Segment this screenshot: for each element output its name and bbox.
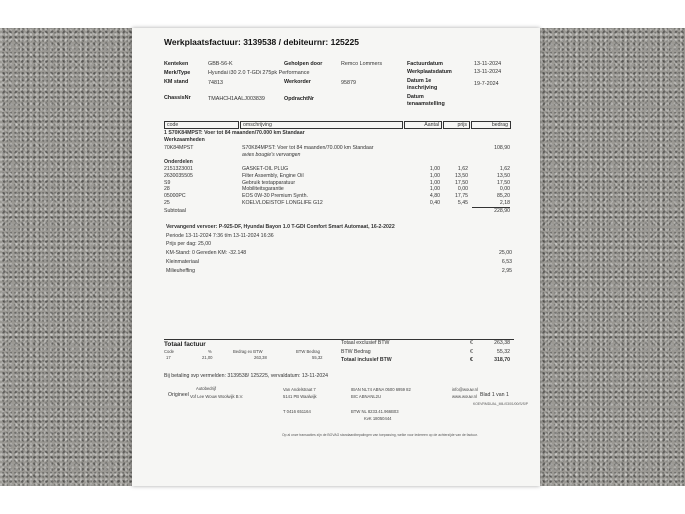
kenteken-label: Kenteken <box>164 61 189 67</box>
part-desc: Gebruik testapparatuur <box>242 179 296 186</box>
werkplaatsdatum-value: 13-11-2024 <box>474 69 502 75</box>
factuurdatum-label: Factuurdatum <box>407 61 443 67</box>
kenteken-value: GBB-56-K <box>208 61 233 67</box>
part-price: 1,62 <box>457 166 468 172</box>
total-label: BTW Bedrag <box>341 348 371 355</box>
inschrijving-label-2: inschrijving <box>407 85 438 91</box>
werkorder-value: 95879 <box>341 80 356 86</box>
vervoer-periode: Periode 13-11-2024 7:36 t/m 13-11-2024 16:36 <box>166 233 274 239</box>
btw-row-bedrag: 263,38 <box>254 355 267 360</box>
btw-row-code: 17 <box>166 355 171 360</box>
footer-bic: BIC ABNANL2U <box>351 394 382 399</box>
part-price: 5,45 <box>457 200 468 206</box>
part-desc: Mobiliteitsgarantie <box>242 186 284 193</box>
geholpen-value: Remco Lommers <box>341 61 383 67</box>
total-cur: € <box>470 340 473 346</box>
opdracht-label: OpdrachtNr <box>284 96 314 102</box>
kleinmateriaal-label: Kleinmateriaal <box>166 259 199 265</box>
btw-col-btw: BTW Bedrag <box>296 349 320 354</box>
footer-small-ref: KOEVRMDUAL_MIL/03/01/00/S/S/P <box>473 402 529 406</box>
footer-disclaimer: Op al onze transacties zijn de BOVAG standaardbepalingen van toepassing, welke voor iedereen op de achterzijde van de factuur. <box>282 433 478 437</box>
footer-btw: BTW NL 8233.41.966B03 <box>351 409 399 414</box>
footer-adres2: 5141 PB Waalwijk <box>283 394 317 399</box>
kleinmateriaal-value: 6,53 <box>501 259 512 265</box>
col-code-box: code <box>164 121 239 129</box>
part-amount: 2,18 <box>499 200 510 206</box>
part-qty: 4,80 <box>429 193 440 200</box>
part-amount: 0,00 <box>499 186 510 193</box>
werk-bedrag: 108,90 <box>494 145 510 151</box>
milieuheffing-label: Milieuheffing <box>166 268 196 274</box>
werk-note: avies bougie's vervangen <box>242 152 301 158</box>
col-aantal-box: Aantal <box>404 121 442 129</box>
subtotal-label: Subtotaal <box>164 208 186 214</box>
milieuheffing-value: 2,95 <box>501 268 512 274</box>
part-desc: Filter Assembly, Engine Oil <box>242 172 304 179</box>
km-label: KM stand <box>164 79 189 85</box>
part-amount: 1,62 <box>499 166 510 172</box>
col-omschrijving-box: omschrijving <box>240 121 403 129</box>
factuurdatum-value: 13-11-2024 <box>474 61 502 67</box>
col-prijs-box: prijs <box>443 121 470 129</box>
invoice-paper <box>132 28 540 486</box>
werkplaatsdatum-label: Werkplaatsdatum <box>407 69 452 75</box>
total-label: Totaal exclusief BTW <box>341 340 390 346</box>
part-code: 28 <box>164 186 170 193</box>
btw-row-pct: 21,00 <box>202 355 213 360</box>
part-code: S9 <box>164 179 171 186</box>
merk-label: Merk/Type <box>164 70 191 76</box>
merk-value: Hyundai i30 2.0 T-GDi 275pk Performance <box>208 70 310 76</box>
btw-col-bedrag: Bedrag ex BTW <box>233 349 263 354</box>
total-value: 318,70 <box>494 357 510 363</box>
part-code: 2151323001 <box>164 166 193 172</box>
job-title: 1 S70K84MPST: Voer tot 84 maanden/70.000 km Standaar <box>164 130 305 136</box>
part-desc: KOELVLOEISTOF LONGLIFE G12 <box>242 200 323 206</box>
totals-rule <box>164 339 514 340</box>
btw-col-pct: % <box>208 349 212 354</box>
part-amount: 13,50 <box>497 172 510 179</box>
total-cur: € <box>470 348 473 355</box>
part-qty: 0,40 <box>429 200 440 206</box>
footer-bedrijf2: Vof Lee Wouw Woolwijk B.V. <box>190 394 244 399</box>
totaal-label: Totaal factuur <box>164 341 206 348</box>
footer-email: info@wouw.nl <box>452 387 478 392</box>
part-code: 25 <box>164 200 170 206</box>
footer-bedrijf1: Autobedrijf <box>196 386 217 391</box>
chassis-label: ChassisNr <box>164 95 191 101</box>
part-price: 17,50 <box>455 179 468 186</box>
part-desc: GASKET-OIL PLUG <box>242 166 289 172</box>
part-amount: 17,50 <box>497 179 510 186</box>
vervoer-bedrag: 25,00 <box>499 250 512 256</box>
total-value: 55,32 <box>497 348 510 355</box>
part-code: 2630035505 <box>164 172 193 179</box>
werkorder-label: Werkorder <box>284 79 311 85</box>
part-code: 05000PC <box>164 193 186 200</box>
footer-tel: T 0416 651164 <box>283 409 311 414</box>
km-value: 74813 <box>208 80 223 86</box>
btw-col-code: Code <box>164 349 175 354</box>
invoice-title: Werkplaatsfactuur: 3139538 / debiteurnr: 125225 <box>164 37 359 47</box>
part-qty: 1,00 <box>429 172 440 179</box>
total-value: 263,38 <box>494 340 510 346</box>
total-label: Totaal inclusief BTW <box>341 357 392 363</box>
chassis-value: TMAHCH1AALJ003839 <box>208 96 265 102</box>
footer-web: www.wouw.nl <box>452 394 477 399</box>
tenaam-label-2: tenaamstelling <box>407 101 445 107</box>
vervoer-title: Vervangend vervoer: P-925-DF, Hyundai Bayon 1.0 T-GDI Comfort Smart Automaat, 16-2-2022 <box>166 224 395 230</box>
footer-kvk: KvK 18050444 <box>364 416 392 421</box>
werk-desc: S70K84MPST: Voer tot 84 maanden/70.000 km Standaar <box>242 145 374 151</box>
inschrijving-value: 19-7-2024 <box>474 81 499 87</box>
werkzaamheden-label: Werkzaamheden <box>164 137 205 143</box>
geholpen-label: Geholpen door <box>284 61 323 67</box>
inschrijving-label-1: Datum 1e <box>407 78 432 84</box>
vervoer-prijs: Prijs per dag: 25,00 <box>166 241 211 247</box>
part-qty: 1,00 <box>429 179 440 186</box>
total-cur: € <box>470 357 473 363</box>
part-amount: 85,20 <box>497 193 510 200</box>
onderdelen-label: Onderdelen <box>164 159 193 165</box>
part-qty: 1,00 <box>429 186 440 193</box>
btw-row-btw: 55,32 <box>312 355 323 360</box>
part-qty: 1,00 <box>429 166 440 172</box>
werk-code: 70K84MPST <box>164 145 194 151</box>
footer-origineel: Origineel <box>168 392 189 398</box>
footer-iban: IBAN NL74 ABNA 0500 6959 82 <box>351 387 411 392</box>
footer-blad: Blad 1 van 1 <box>480 392 509 398</box>
vervoer-km: KM-Stand: 0 Gereden KM: -32.148 <box>166 250 247 256</box>
col-bedrag-box: bedrag <box>471 121 511 129</box>
tenaam-label-1: Datum <box>407 94 424 100</box>
subtotal-value: 228,90 <box>494 208 510 214</box>
part-price: 13,50 <box>455 172 468 179</box>
footer-adres1: Van Andelstraat 7 <box>283 387 316 392</box>
part-desc: EOS 0W-30 Premium Synth. <box>242 193 308 200</box>
payment-note: Bij betaling svp vermelden: 3139538/ 125225, vervaldatum: 13-11-2024 <box>164 373 328 379</box>
part-price: 0,00 <box>457 186 468 193</box>
part-price: 17,75 <box>455 193 468 200</box>
